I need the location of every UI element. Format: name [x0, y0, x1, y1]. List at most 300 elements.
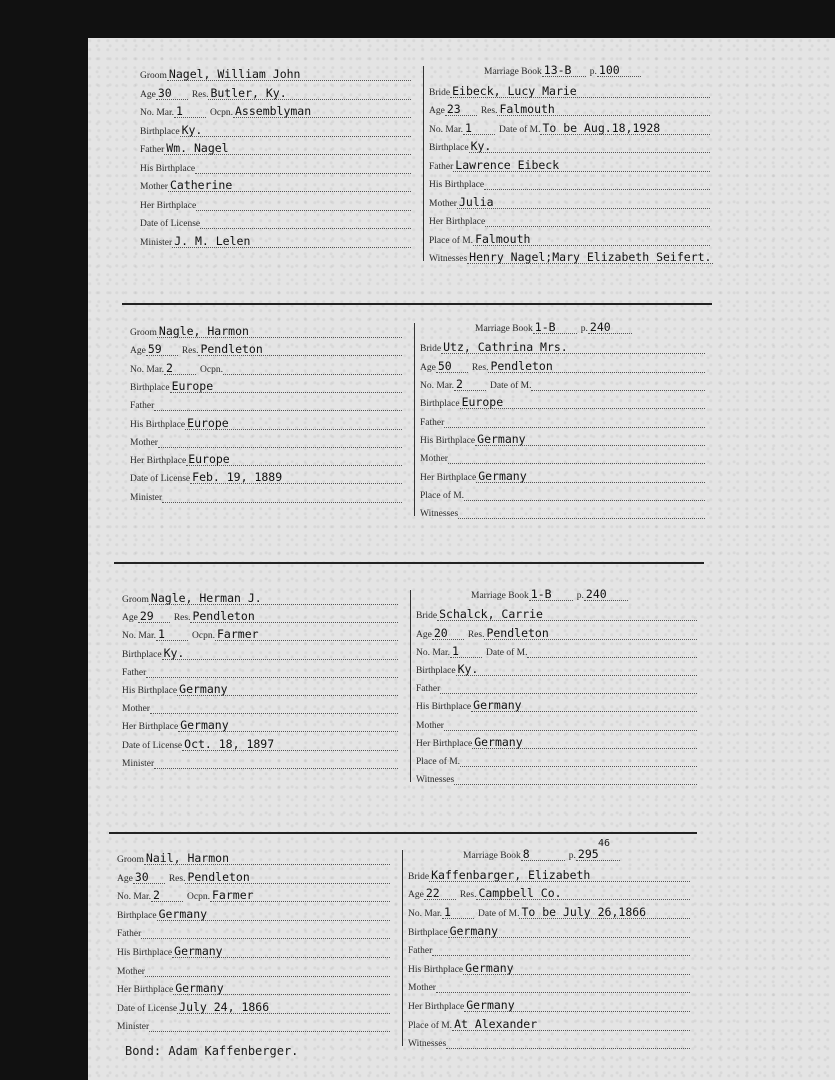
bride-father: [440, 681, 697, 694]
bride-father-birthplace-label: His Birthplace: [408, 964, 464, 975]
groom-name-label: Groom: [117, 855, 144, 865]
bride-birthplace-label: Birthplace: [408, 927, 448, 938]
bride-row: [408, 906, 690, 919]
groom-row: [140, 87, 411, 100]
groom-res: Pendleton: [190, 610, 398, 623]
groom-ocpn: Farmer: [210, 889, 390, 902]
bride-no-mar-label: No. Mar.: [429, 124, 464, 135]
bride-birthplace: Germany: [448, 925, 690, 938]
bride-row: [420, 378, 705, 391]
groom-father-label: Father: [130, 401, 155, 412]
groom-age: 59: [146, 343, 178, 356]
groom-ocpn: Assemblyman: [233, 105, 411, 118]
bride-father: [444, 415, 705, 428]
bride-no-mar: 1: [450, 645, 482, 658]
groom-row: [117, 964, 390, 977]
bride-birthplace: Ky.: [469, 140, 710, 153]
bride-father: Lawrence Eibeck: [453, 159, 710, 172]
groom-row: [122, 628, 398, 641]
record-divider: [410, 590, 411, 782]
bride-father-birthplace-label: His Birthplace: [416, 702, 472, 713]
bride-res-label: Res.: [480, 106, 498, 117]
bride-place-of-m-label: Place of M.: [429, 235, 474, 246]
bride-row: [420, 360, 705, 373]
bride-mother: Julia: [457, 196, 710, 209]
bride-mother-birthplace-label: Her Birthplace: [420, 472, 477, 483]
bride-marriage-book-label: Marriage Book: [484, 67, 542, 77]
groom-age-label: Age: [122, 613, 138, 624]
record-separator: [114, 562, 704, 564]
groom-mother-birthplace-label: Her Birthplace: [122, 722, 179, 733]
bride-name: Kaffenbarger, Elizabeth: [429, 869, 690, 882]
bride-row: [420, 433, 705, 446]
bride-father-birthplace: [484, 177, 710, 190]
groom-row: [117, 982, 390, 995]
groom-father: [141, 926, 390, 939]
bride-age: 22: [424, 887, 456, 900]
bride-father-birthplace: Germany: [471, 699, 697, 712]
groom-name: Nagle, Harmon: [157, 325, 402, 338]
groom-birthplace: Ky.: [162, 647, 398, 660]
groom-name-label: Groom: [130, 328, 157, 338]
groom-father: [154, 398, 402, 411]
groom-mother-birthplace: Germany: [178, 719, 398, 732]
bride-mother-birthplace: Germany: [464, 999, 690, 1012]
groom-mother-birthplace-label: Her Birthplace: [140, 200, 197, 211]
bride-birthplace-label: Birthplace: [429, 143, 469, 154]
groom-no-mar-label: No. Mar.: [117, 892, 152, 903]
bride-row: [484, 64, 710, 77]
groom-ocpn-label: Ocpn.: [187, 892, 210, 903]
groom-row: [117, 889, 390, 902]
scan-border-left: [0, 0, 88, 1080]
bride-mother-label: Mother: [416, 720, 444, 731]
groom-ocpn: [223, 362, 402, 375]
groom-no-mar: 2: [164, 362, 196, 375]
bride-page-label: p.: [589, 67, 597, 77]
bride-father-birthplace: Germany: [475, 433, 705, 446]
bride-date-of-m-label: Date of M.: [478, 908, 520, 919]
groom-row: [130, 380, 402, 393]
groom-no-mar-label: No. Mar.: [122, 631, 157, 642]
groom-row: [130, 435, 402, 448]
bride-row: [463, 848, 690, 861]
groom-minister: [154, 756, 398, 769]
groom-res: Butler, Ky.: [208, 87, 411, 100]
bride-birthplace-label: Birthplace: [416, 665, 456, 676]
bride-name-label: Bride: [408, 871, 430, 882]
bride-page-label: p.: [568, 851, 576, 861]
bride-row: [420, 488, 705, 501]
groom-res-label: Res.: [173, 613, 191, 624]
bride-mother-birthplace-label: Her Birthplace: [416, 738, 473, 749]
bride-date-of-m: To be Aug.18,1928: [540, 122, 710, 135]
bride-page: 100: [597, 64, 641, 77]
groom-res: Pendleton: [185, 871, 390, 884]
groom-date-of-license-label: Date of License: [117, 1003, 178, 1014]
bride-witnesses-label: Witnesses: [429, 254, 468, 265]
groom-mother: [150, 701, 398, 714]
bride-mother: [448, 451, 705, 464]
groom-birthplace: Europe: [170, 380, 402, 393]
bride-res-label: Res.: [459, 890, 477, 901]
groom-row: [117, 852, 390, 865]
bride-mother: [436, 980, 690, 993]
groom-birthplace-label: Birthplace: [117, 910, 157, 921]
groom-row: [130, 325, 402, 338]
groom-ocpn-label: Ocpn.: [192, 631, 215, 642]
groom-age: 30: [133, 871, 165, 884]
bride-birthplace-label: Birthplace: [420, 399, 460, 410]
groom-no-mar: 1: [174, 105, 206, 118]
groom-date-of-license-label: Date of License: [130, 474, 191, 485]
bride-marriage-book: 1-B: [533, 321, 577, 334]
bride-age-label: Age: [408, 890, 424, 901]
groom-row: [130, 471, 402, 484]
groom-ocpn-label: Ocpn.: [200, 364, 223, 375]
groom-age-label: Age: [140, 89, 156, 100]
bride-no-mar-label: No. Mar.: [408, 908, 443, 919]
groom-birthplace-label: Birthplace: [122, 649, 162, 660]
groom-row: [122, 756, 398, 769]
bride-row: [408, 1036, 690, 1049]
groom-row: [122, 610, 398, 623]
bride-res: Pendleton: [484, 627, 697, 640]
bride-row: [420, 506, 705, 519]
bride-place-of-m: [460, 754, 697, 767]
groom-name: Nagle, Herman J.: [149, 592, 398, 605]
groom-father: [146, 665, 398, 678]
bride-date-of-m: To be July 26,1866: [519, 906, 690, 919]
bride-place-of-m-label: Place of M.: [416, 756, 461, 767]
bride-row: [429, 196, 710, 209]
bride-row: [416, 645, 697, 658]
bride-row: [429, 159, 710, 172]
groom-birthplace-label: Birthplace: [130, 382, 170, 393]
bride-row: [429, 251, 710, 264]
bride-row: [420, 396, 705, 409]
bride-place-of-m: [464, 488, 705, 501]
bride-row: [475, 321, 705, 334]
bride-row: [416, 663, 697, 676]
groom-birthplace: Ky.: [180, 124, 411, 137]
bride-row: [420, 470, 705, 483]
bride-witnesses: [446, 1036, 690, 1049]
bride-row: [429, 233, 710, 246]
bride-father-label: Father: [429, 161, 454, 172]
bride-row: [408, 1018, 690, 1031]
groom-row: [130, 490, 402, 503]
bride-row: [429, 177, 710, 190]
bride-page-alt: 46: [598, 838, 611, 849]
bride-row: [416, 718, 697, 731]
groom-row: [117, 945, 390, 958]
bride-res: Pendleton: [488, 360, 705, 373]
groom-date-of-license: Feb. 19, 1889: [190, 471, 402, 484]
groom-mother-birthplace: Germany: [173, 982, 390, 995]
bride-no-mar-label: No. Mar.: [416, 647, 451, 658]
groom-mother-label: Mother: [117, 966, 145, 977]
groom-date-of-license: [200, 216, 411, 229]
groom-date-of-license: Oct. 18, 1897: [182, 738, 398, 751]
bride-row: [471, 588, 697, 601]
groom-row: [117, 871, 390, 884]
bride-place-of-m-label: Place of M.: [420, 490, 465, 501]
bride-witnesses-label: Witnesses: [408, 1039, 447, 1050]
groom-row: [130, 417, 402, 430]
bride-mother-label: Mother: [408, 983, 436, 994]
bride-birthplace: Europe: [460, 396, 705, 409]
bride-mother-birthplace: Germany: [476, 470, 705, 483]
bride-age-label: Age: [420, 362, 436, 373]
bride-father: [432, 943, 690, 956]
groom-row: [117, 926, 390, 939]
bride-row: [429, 214, 710, 227]
bride-no-mar-label: No. Mar.: [420, 381, 455, 392]
groom-row: [130, 343, 402, 356]
groom-row: [140, 161, 411, 174]
bride-father-birthplace-label: His Birthplace: [429, 180, 485, 191]
bride-name: Eibeck, Lucy Marie: [450, 85, 710, 98]
bride-witnesses: [454, 772, 697, 785]
bride-row: [429, 85, 710, 98]
record-divider: [402, 850, 403, 1046]
groom-row: [122, 665, 398, 678]
bride-row: [416, 754, 697, 767]
bride-row: [408, 869, 690, 882]
groom-row: [140, 105, 411, 118]
bride-name-label: Bride: [429, 87, 451, 98]
bride-row: [408, 980, 690, 993]
groom-row: [140, 68, 411, 81]
groom-father-birthplace-label: His Birthplace: [140, 163, 196, 174]
groom-date-of-license-label: Date of License: [140, 219, 201, 229]
bride-birthplace: Ky.: [456, 663, 697, 676]
groom-date-of-license: July 24, 1866: [177, 1001, 390, 1014]
bride-page: 240: [588, 321, 632, 334]
scan-border-top: [88, 0, 835, 38]
groom-minister: [162, 490, 402, 503]
groom-age: 29: [138, 610, 170, 623]
bride-marriage-book-label: Marriage Book: [471, 591, 529, 601]
groom-row: [130, 453, 402, 466]
bride-father-label: Father: [408, 946, 433, 957]
groom-row: [122, 592, 398, 605]
groom-mother-birthplace-label: Her Birthplace: [130, 456, 187, 467]
bride-res: Falmouth: [497, 103, 710, 116]
groom-no-mar-label: No. Mar.: [130, 364, 165, 375]
bride-date-of-m-label: Date of M.: [486, 647, 528, 658]
groom-birthplace-label: Birthplace: [140, 126, 180, 137]
record-divider: [414, 323, 415, 516]
bride-row: [416, 772, 697, 785]
bride-row: [416, 699, 697, 712]
bride-witnesses: [458, 506, 705, 519]
bride-res-label: Res.: [471, 362, 489, 373]
groom-row: [122, 647, 398, 660]
groom-minister: [149, 1019, 390, 1032]
groom-row: [122, 683, 398, 696]
groom-row: [117, 1019, 390, 1032]
groom-father-label: Father: [122, 667, 147, 678]
groom-mother-label: Mother: [122, 704, 150, 715]
groom-mother: [145, 964, 390, 977]
bride-row: [408, 999, 690, 1012]
groom-ocpn-label: Ocpn.: [210, 108, 233, 118]
bride-father-label: Father: [416, 684, 441, 695]
groom-minister-label: Minister: [130, 492, 163, 503]
bride-father-label: Father: [420, 417, 445, 428]
bride-name-label: Bride: [420, 344, 442, 355]
bride-age: 50: [436, 360, 468, 373]
groom-row: [130, 362, 402, 375]
groom-row: [140, 124, 411, 137]
bride-res: Campbell Co.: [476, 887, 690, 900]
groom-age-label: Age: [130, 346, 146, 357]
groom-name-label: Groom: [140, 71, 167, 81]
bride-mother: [444, 718, 697, 731]
groom-father-label: Father: [117, 929, 142, 940]
groom-row: [140, 142, 411, 155]
groom-father-label: Father: [140, 145, 165, 155]
groom-father-birthplace: [195, 161, 411, 174]
bride-row: [408, 887, 690, 900]
bride-row: [408, 962, 690, 975]
groom-father-birthplace-label: His Birthplace: [122, 686, 178, 696]
bride-witnesses: Henry Nagel;Mary Elizabeth Seifert.: [469, 250, 712, 265]
groom-name: Nagel, William John: [167, 68, 411, 81]
bride-row: [429, 103, 710, 116]
bride-mother-label: Mother: [420, 454, 448, 465]
groom-mother: [158, 435, 402, 448]
bride-place-of-m: At Alexander: [452, 1018, 690, 1031]
bride-name: Utz, Cathrina Mrs.: [441, 341, 705, 354]
groom-row: [140, 179, 411, 192]
groom-res: Pendleton: [198, 343, 402, 356]
bride-age-label: Age: [429, 106, 445, 117]
bride-name-label: Bride: [416, 611, 438, 622]
groom-father: Wm. Nagel: [164, 142, 411, 155]
groom-mother: Catherine: [168, 179, 411, 192]
groom-res-label: Res.: [191, 89, 209, 100]
bride-mother-label: Mother: [429, 198, 457, 209]
bride-mother-birthplace-label: Her Birthplace: [429, 217, 486, 228]
bride-row: [416, 681, 697, 694]
groom-father-birthplace-label: His Birthplace: [117, 948, 173, 958]
bride-page-label: p.: [576, 591, 584, 601]
groom-mother-birthplace: [196, 198, 411, 211]
bride-marriage-book-label: Marriage Book: [475, 324, 533, 334]
groom-no-mar: 2: [151, 889, 183, 902]
groom-mother-birthplace-label: Her Birthplace: [117, 985, 174, 996]
bride-page-label: p.: [580, 324, 588, 334]
bride-marriage-book: 8: [521, 848, 565, 861]
groom-minister-label: Minister: [117, 1022, 150, 1033]
bride-date-of-m: [531, 378, 705, 391]
bride-date-of-m: [527, 645, 697, 658]
record-separator: [122, 303, 712, 305]
groom-no-mar-label: No. Mar.: [140, 108, 175, 118]
bride-date-of-m-label: Date of M.: [490, 381, 532, 392]
groom-row: [122, 701, 398, 714]
groom-mother-label: Mother: [140, 182, 168, 192]
bride-res-label: Res.: [467, 629, 485, 640]
groom-row: [117, 1001, 390, 1014]
bride-row: [420, 451, 705, 464]
bride-age: 20: [432, 627, 464, 640]
bride-mother-birthplace: [485, 214, 710, 227]
bride-marriage-book: 13-B: [542, 64, 586, 77]
groom-no-mar: 1: [156, 628, 188, 641]
bride-row: [408, 943, 690, 956]
record-separator: [109, 832, 697, 834]
bride-witnesses-label: Witnesses: [416, 775, 455, 786]
bride-row: [420, 341, 705, 354]
bride-date-of-m-label: Date of M.: [499, 124, 541, 135]
groom-name-label: Groom: [122, 595, 149, 605]
bride-age: 23: [445, 103, 477, 116]
bride-witnesses-label: Witnesses: [420, 509, 459, 520]
groom-date-of-license-label: Date of License: [122, 740, 183, 751]
groom-res-label: Res.: [181, 346, 199, 357]
bride-row: [429, 122, 710, 135]
bride-marriage-book-label: Marriage Book: [463, 851, 521, 861]
bride-row: [429, 140, 710, 153]
bride-father-birthplace: Germany: [463, 962, 690, 975]
groom-res-label: Res.: [168, 873, 186, 884]
groom-ocpn: Farmer: [215, 628, 398, 641]
bride-page: 295: [576, 848, 620, 861]
groom-row: [117, 908, 390, 921]
bride-age-label: Age: [416, 629, 432, 640]
bride-place-of-m: Falmouth: [473, 233, 710, 246]
groom-father-birthplace: Germany: [172, 945, 390, 958]
bride-row: [408, 925, 690, 938]
bride-row: [416, 627, 697, 640]
groom-minister-label: Minister: [122, 758, 155, 769]
groom-row: [122, 719, 398, 732]
bride-row: [416, 608, 697, 621]
groom-minister: J. M. Lelen: [172, 235, 411, 248]
bride-row: [416, 736, 697, 749]
bride-no-mar: 1: [442, 906, 474, 919]
groom-age-label: Age: [117, 873, 133, 884]
record-divider: [423, 66, 424, 261]
bond-note: Bond: Adam Kaffenberger.: [125, 1044, 299, 1058]
groom-minister-label: Minister: [140, 237, 173, 248]
bride-mother-birthplace: Germany: [472, 736, 697, 749]
groom-name: Nail, Harmon: [144, 852, 390, 865]
groom-row: [130, 398, 402, 411]
groom-father-birthplace-label: His Birthplace: [130, 419, 186, 430]
bride-marriage-book: 1-B: [529, 588, 573, 601]
groom-mother-label: Mother: [130, 437, 158, 448]
groom-father-birthplace: Germany: [177, 683, 398, 696]
groom-age: 30: [156, 87, 188, 100]
groom-birthplace: Germany: [157, 908, 390, 921]
groom-father-birthplace: Europe: [185, 417, 402, 430]
groom-row: [140, 216, 411, 229]
bride-row: [420, 415, 705, 428]
groom-row: [122, 738, 398, 751]
bride-father-birthplace-label: His Birthplace: [420, 435, 476, 446]
bride-no-mar: 1: [463, 122, 495, 135]
bride-mother-birthplace-label: Her Birthplace: [408, 1001, 465, 1012]
groom-row: [140, 198, 411, 211]
bride-place-of-m-label: Place of M.: [408, 1020, 453, 1031]
bride-name: Schalck, Carrie: [437, 608, 697, 621]
bride-no-mar: 2: [454, 378, 486, 391]
